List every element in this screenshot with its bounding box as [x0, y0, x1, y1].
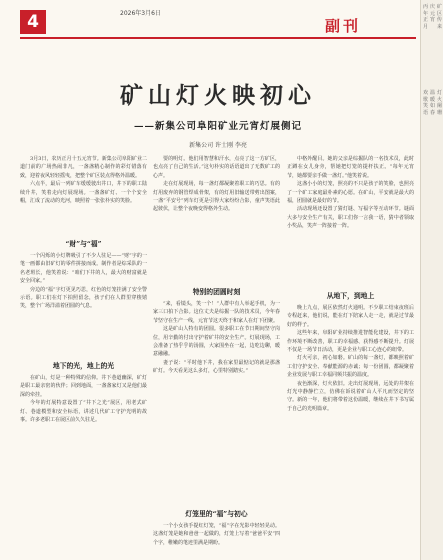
article-column-2 — [153, 155, 280, 214]
paragraph: 灯火可亲，初心如磐。矿山的每一盏灯，都映照着矿工们守护安全、奉献能源的赤诚；每一份团圆，都凝聚着企业发展与职工幸福同频共振的温度。 — [287, 355, 414, 379]
strip-text: 温暖如春 — [430, 90, 436, 116]
article-column-3 — [287, 155, 414, 231]
article-subtitle: ——新集公司阜阳矿业元宵灯展侧记 — [133, 121, 302, 132]
paragraph: “来，看镜头，笑一个！”人群中有人举起手机，为一家三口拍下合影。这位丈夫是综掘一队的技术员，今年春节坚守在生产一线，元宵节这天终于和家人在灯下团聚。 — [153, 301, 280, 324]
section-heading: 特别的团圆时刻 — [192, 288, 241, 296]
article-column-2-bottom — [153, 522, 280, 547]
paragraph: 旁边的“福”字灯更见巧思，红色的灯笼挂满了安全警示语。职工们在灯下拍照留念，孩子们在人群里穿梭嬉笑，整个广场洋溢着团圆的气息。 — [20, 286, 147, 310]
article-column-1-bottom — [20, 374, 147, 424]
paragraph: 要的明灯。他们用智慧和汗水，点亮了这一方矿区，也点亮了自己的生活。”这句朴实的话语道出了无数矿工的心声。 — [153, 156, 280, 179]
article-column-1-mid — [20, 252, 147, 311]
adjacent-page-strip — [420, 0, 443, 560]
paragraph: 一个闪烁的小灯牌吸引了不少人驻足——“财”字的一笔一画都由旧矿灯的零件拼接而成。制作者是综采队的一名老班长，他笑着说：“咱们下井的人，最大的财富就是安全回家。” — [20, 253, 147, 285]
paragraph: 活动现场还设置了猜灯谜、写福字等互动环节。谜面大多与安全生产有关，职工们你一言我一语，猜中者领取小奖品，笑声一阵接着一阵。 — [287, 206, 414, 230]
paragraph: 走在灯展现场，每一盏灯都凝聚着职工的巧思。有的灯用废弃的钢管焊成骨架，有的灯用旧输送带剪出图案，一盏“平安号”列车灯更是引得大家纷纷合影，童声笑语此起彼伏，让整个夜晚变得格外生动。 — [153, 181, 280, 213]
section-heading: 从地下，到地上 — [326, 292, 375, 300]
section-heading: “财”与“福” — [65, 240, 102, 248]
article-byline: 新集公司 许士刚 李亮 — [189, 142, 247, 149]
page-header — [0, 0, 443, 40]
paragraph: 这是矿山人特有的团圆。很多职工在节日期间坚守岗位，用辛勤的付出守护着矿井的安全生产。灯展现场，工会准备了热乎乎的汤圆，大家围坐在一起，边吃边聊，暖意融融。 — [153, 326, 280, 358]
issue-date: 2026年3月6日 — [120, 10, 161, 17]
header-rule — [20, 37, 416, 39]
article-column-2-mid — [153, 300, 280, 376]
paragraph: 在矿山，灯是一种特殊的信仰。井下巷道幽深，矿灯是职工最亲密的伙伴；回到地面，一盏盏家灯又是他们最深的牵挂。 — [20, 375, 147, 398]
paragraph: 今年的灯展特意设置了“井下之光”展区，用老式矿灯、巷道模型和安全标语，讲述几代矿工守护光明的故事。许多老职工在展区前久久驻足。 — [20, 400, 147, 424]
article-title: 矿山灯火映初心 — [120, 82, 316, 109]
section-name: 副刊 — [325, 17, 362, 35]
strip-text: 灯火阑珊 — [437, 90, 443, 116]
strip-text: 丙年正月 — [423, 4, 429, 30]
paragraph: 一个小女孩手提红灯笼，“福”字在光影中轻轻晃动。这盏灯笼是她和爸爸一起做的，灯笼上写着“爸爸平安”四个字，稚嫩的笔迹里满是期盼。 — [153, 523, 280, 546]
paragraph: 中格外醒目。她的父亲是综掘队的一名技术员，此时正蹲在女儿身旁，帮她把灯笼的提杆扶正。“每年元宵节，她都要亲手做一盏灯。”他笑着说。 — [287, 156, 414, 179]
page-number: 4 — [20, 10, 46, 34]
paragraph: 夜色渐深，灯火依旧。走出灯展现场，远处的井架在灯光中静静伫立，仿佛在诉说着矿山人平凡而坚定的坚守。新的一年，他们将带着这份温暖，继续在井下书写属于自己的光明篇章。 — [287, 380, 414, 412]
article-column-3-bottom — [287, 304, 414, 413]
section-heading: 地下的光，地上的光 — [52, 362, 115, 370]
section-heading: 灯笼里的“福”与初心 — [185, 510, 248, 518]
strip-text: 矿区传来 — [437, 4, 443, 30]
strip-text: 欢歌笑语 — [423, 90, 429, 116]
strip-text: 庆元宵 — [430, 4, 436, 23]
paragraph: 这些年来，阜阳矿业持续推进智能化建设，井下的工作环境不断改善，职工的幸福感、获得感不断提升。灯展不仅是一场节日活动，更是企业与职工心连心的纽带。 — [287, 330, 414, 354]
article-column-1 — [20, 155, 147, 205]
paragraph: 晚上九点，展区依然灯火通明。不少职工结束夜班后专程赶来，他们说，能在灯下陪家人走一走，就是过节最好的样子。 — [287, 305, 414, 328]
paragraph: 妻子说：“平时他下井，我在家里最惦记的就是那盏矿灯。今天看见这么多灯，心里特别踏实。” — [153, 359, 280, 375]
paragraph: 3月3日，农历正月十五元宵节。新集公司阜阳矿业二道门前的广场热闹非凡，一盏盏精心制作的彩灯错落有致，迎着夜风轻轻摇曳，把整个矿区装点得格外温暖。 — [20, 156, 147, 179]
paragraph: 这盏小小的灯笼，照亮的不只是孩子的笑脸，也照亮了一个矿工家庭最朴素的心愿。在矿山，平安就是最大的福，团圆就是最好的节。 — [287, 181, 414, 205]
paragraph: 六点半，最后一列矿车缓缓驶出井口，井下的职工陆续升井，笑着走向灯展现场。一盏盏矿灯、一个个安全帽，汇成了流动的光河，映照着一张张朴实的笑脸。 — [20, 181, 147, 205]
